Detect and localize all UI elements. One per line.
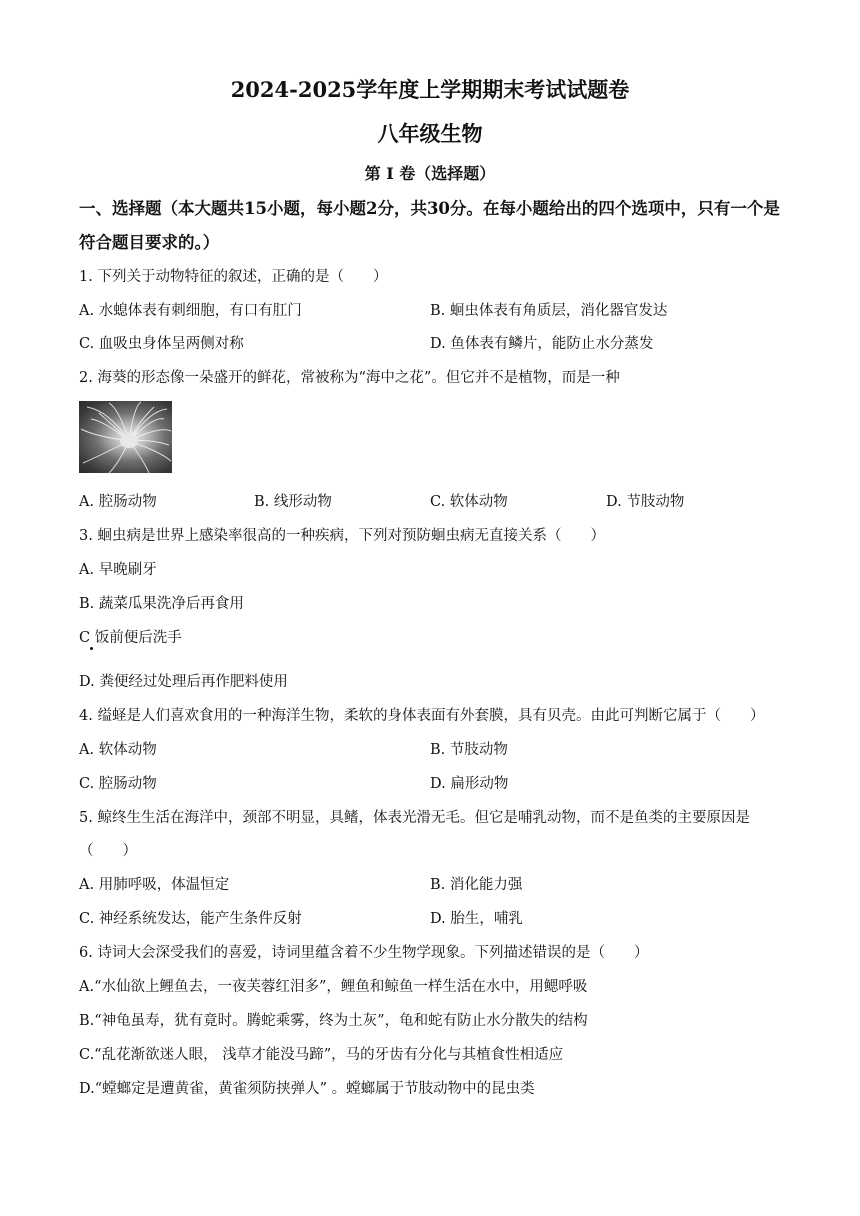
question-3-option-c: C 饭前便后洗手 [79, 630, 182, 646]
question-1-option-d: D. 鱼体表有鳞片，能防止水分蒸发 [430, 336, 654, 352]
question-2-option-b: B. 线形动物 [254, 494, 332, 510]
subject-title: 八年级生物 [377, 121, 483, 146]
question-5-option-c: C. 神经系统发达，能产生条件反射 [79, 911, 302, 927]
question-2-option-d: D. 节肢动物 [606, 494, 685, 510]
question-2-stem: 2. 海葵的形态像一朵盛开的鲜花，常被称为“海中之花”。但它并不是植物，而是一种 [79, 370, 620, 386]
sea-anemone-illustration [79, 401, 172, 473]
question-2-option-a: A. 腔肠动物 [79, 494, 157, 510]
question-3-option-d: D. 粪便经过处理后再作肥料使用 [79, 674, 288, 690]
question-1-option-b: B. 蛔虫体表有角质层，消化器官发达 [430, 303, 668, 319]
question-5-stem: 5. 鲸终生生活在海洋中，颈部不明显，具鳍，体表光滑无毛。但它是哺乳动物，而不是鱼类的主要原因是 [79, 810, 750, 826]
sea-anemone-photo [79, 401, 172, 473]
question-5-option-a: A. 用肺呼吸，体温恒定 [79, 877, 230, 893]
question-1-option-c: C. 血吸虫身体呈两侧对称 [79, 336, 244, 352]
question-4-option-c: C. 腔肠动物 [79, 776, 157, 792]
question-2-option-c: C. 软体动物 [430, 494, 508, 510]
question-5-option-b: B. 消化能力强 [430, 877, 523, 893]
exam-title: 2024-2025学年度上学期期末考试试题卷 [230, 77, 630, 102]
question-4-option-b: B. 节肢动物 [430, 742, 508, 758]
question-3-stem: 3. 蛔虫病是世界上感染率很高的一种疾病，下列对预防蛔虫病无直接关系（ ） [79, 528, 605, 544]
section-heading: 一、选择题（本大题共15小题，每小题2分，共30分。在每小题给出的四个选项中，只有一个是符合题目要求的。） [79, 199, 780, 252]
question-4-stem: 4. 缢蛏是人们喜欢食用的一种海洋生物，柔软的身体表面有外套膜，具有贝壳。由此可判断它属于（ ） [79, 708, 765, 724]
question-1-option-a: A. 水螅体表有刺细胞，有口有肛门 [79, 303, 302, 319]
question-6-stem: 6. 诗词大会深受我们的喜爱，诗词里蕴含着不少生物学现象。下列描述错误的是（ ） [79, 945, 649, 961]
question-4-option-d: D. 扁形动物 [430, 776, 509, 792]
stray-dot [90, 647, 93, 650]
question-6-option-c: C.“乱花渐欲迷人眼， 浅草才能没马蹄”，马的牙齿有分化与其植食性相适应 [79, 1047, 564, 1063]
question-1-stem: 1. 下列关于动物特征的叙述，正确的是（ ） [79, 269, 388, 285]
question-3-option-a: A. 早晚刷牙 [79, 562, 157, 578]
question-6-option-d: D.“螳螂定是遭黄雀，黄雀须防挟弹人” 。螳螂属于节肢动物中的昆虫类 [79, 1081, 535, 1097]
question-6-option-b: B.“神龟虽寿，犹有竟时。腾蛇乘雾，终为土灰”，龟和蛇有防止水分散失的结构 [79, 1013, 588, 1029]
question-3-option-b: B. 蔬菜瓜果洗净后再食用 [79, 596, 244, 612]
question-5-stem-continued: （ ） [79, 843, 137, 859]
question-6-option-a: A.“水仙欲上鲤鱼去，一夜芙蓉红泪多”，鲤鱼和鲸鱼一样生活在水中，用鳃呼吸 [79, 979, 588, 995]
question-5-option-d: D. 胎生，哺乳 [430, 911, 523, 927]
part-title: 第 I 卷（选择题） [364, 164, 496, 183]
question-4-option-a: A. 软体动物 [79, 742, 157, 758]
